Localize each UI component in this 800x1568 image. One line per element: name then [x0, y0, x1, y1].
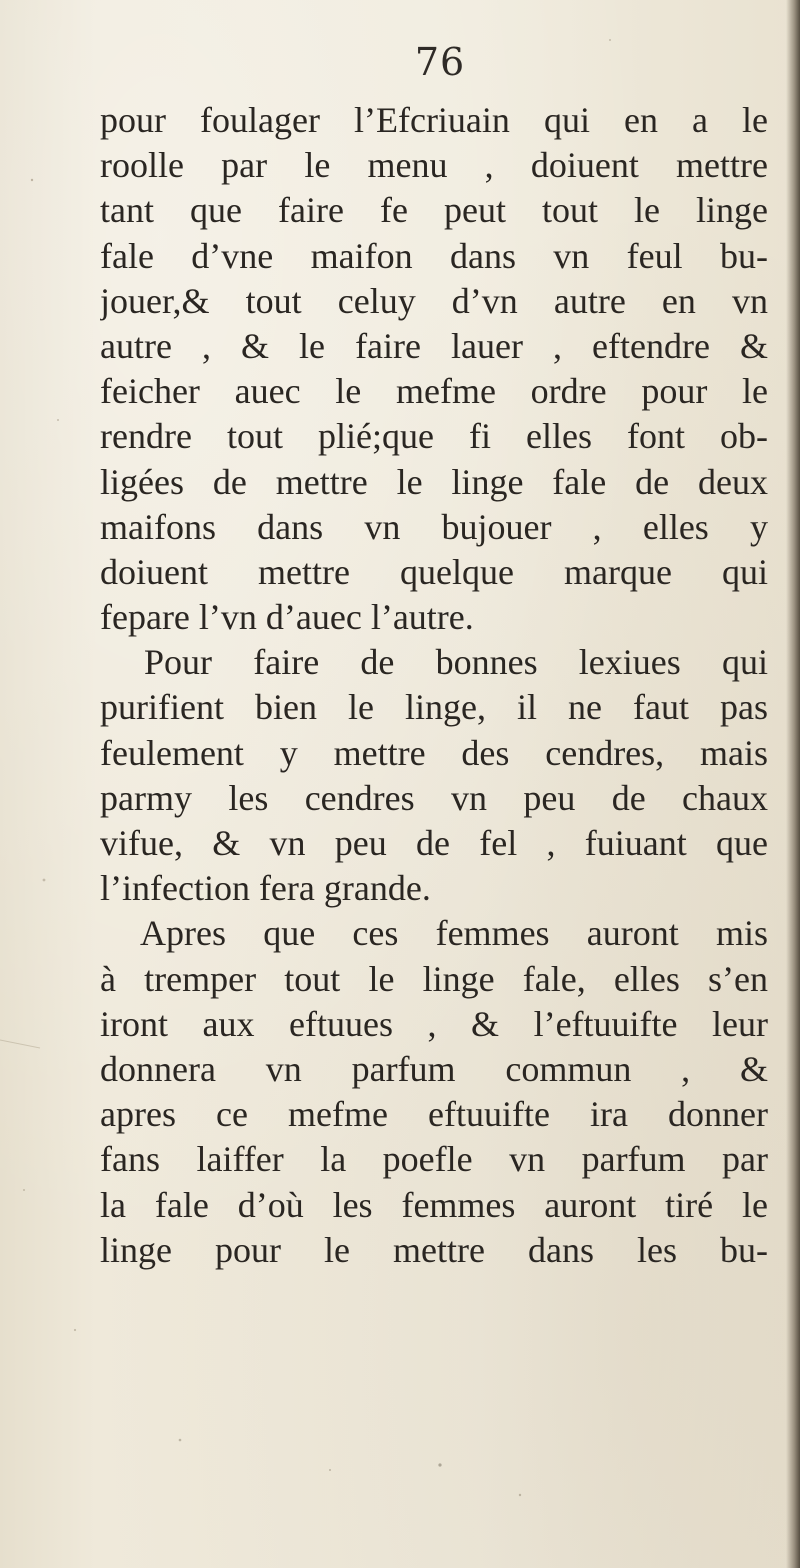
text-line: feulement y mettre des cendres, mais — [100, 732, 768, 773]
paragraph-start-line: Apres que ces femmes auront mis — [140, 913, 768, 954]
body-text — [100, 98, 768, 1273]
text-line: linge pour le mettre dans les bu- — [100, 1229, 768, 1270]
text-line: feicher auec le mefme ordre pour le — [100, 371, 768, 412]
text-line: à tremper tout le linge fale, elles s’en — [100, 958, 768, 999]
text-line: fans laiffer la poefle vn parfum par — [100, 1139, 768, 1180]
text-line: pour foulager l’Efcriuain qui en a le — [100, 100, 768, 140]
text-line: donnera vn parfum commun , & — [100, 1048, 768, 1089]
text-line: apres ce mefme eftuuifte ira donner — [100, 1094, 768, 1135]
text-line: roolle par le menu , doiuent mettre — [100, 145, 768, 186]
text-line: fale d’vne maifon dans vn feul bu- — [100, 235, 768, 276]
text-line: ligées de mettre le linge fale de deux — [100, 461, 768, 502]
text-line: fepare l’vn d’auec l’autre. — [100, 597, 474, 638]
paragraph-start-line: Pour faire de bonnes lexiues qui — [144, 642, 768, 683]
page-spine-shadow — [786, 0, 800, 1568]
text-line: jouer,& tout celuy d’vn autre en vn — [100, 280, 768, 321]
text-line: vifue, & vn peu de fel , fuiuant que — [100, 823, 768, 863]
text-line: iront aux eftuues , & l’eftuuifte leur — [100, 1003, 768, 1044]
text-line: parmy les cendres vn peu de chaux — [100, 777, 768, 818]
text-line: doiuent mettre quelque marque qui — [100, 551, 768, 592]
text-line: rendre tout plié;que fi elles font ob- — [100, 416, 768, 457]
text-line: maifons dans vn bujouer , elles y — [100, 506, 768, 547]
text-line: autre , & le faire lauer , eftendre & — [100, 325, 768, 366]
text-line: l’infection fera grande. — [100, 868, 431, 909]
text-line: purifient bien le linge, il ne faut pas — [100, 687, 768, 728]
page-number: 76 — [414, 40, 466, 84]
text-line: la fale d’où les femmes auront tiré le — [100, 1184, 768, 1225]
text-line: tant que faire fe peut tout le linge — [100, 190, 768, 231]
